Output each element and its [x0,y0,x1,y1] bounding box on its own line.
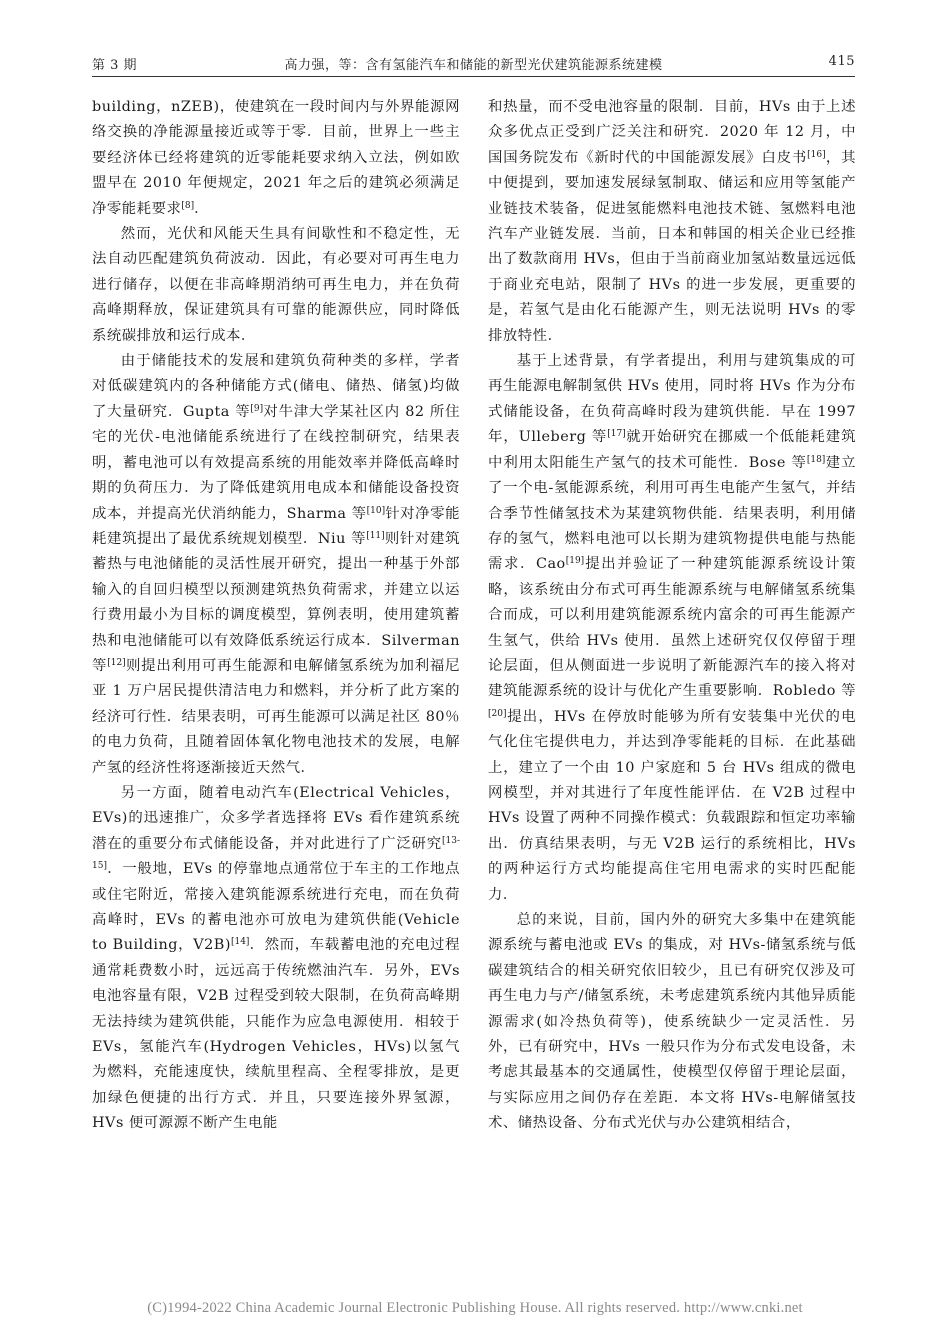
text-run: 提出并验证了一种建筑能源系统设计策略，该系统由分布式可再生能源系统与电解储氢系统集合而成，可以利用建筑能源系统内富余的可再生能源产生氢气，供给 HVs 使用．虽然上述研究仅仅停留于理论层面，但从侧面进一步说明了新能源汽车的接入将对建筑能源系统的设计与优化产生重要影响．Robledo 等 [488,556,856,700]
running-header [92,54,855,74]
citation-ref: [19] [565,556,585,567]
text-run: 和热量，而不受电池容量的限制．目前，HVs 由于上述众多优点正受到广泛关注和研究．2020 年 12 月，中国国务院发布《新时代的中国能源发展》白皮书 [488,99,856,166]
running-title: 高力强，等：含有氢能汽车和储能的新型光伏建筑能源系统建模 [284,58,663,73]
issue-number: 第 3 期 [92,58,138,73]
paragraph [92,222,460,349]
text-run: 基于上述背景，有学者提出，利用与建筑集成的可再生能源电解制氢供 HVs 使用，同时将 HVs 作为分布式储能设备，在负荷高峰时段为建筑供能．早在 1997 年，Ulleberg 等 [488,353,856,446]
page-number: 415 [828,54,855,69]
copyright-footer: (C)1994-2022 China Academic Journal Electronic Publishing House. All rights reserved. http://www.cnki.net [147,1300,803,1316]
citation-ref: [8] [181,200,195,211]
citation-ref: [17] [607,429,626,440]
paragraph [92,95,460,222]
paragraph [92,781,460,1137]
right-column [488,95,856,1137]
text-run: 建立了一个电-氢能源系统，利用可再生电能产生氢气，并结合季节性储氢技术为某建筑物供能．结果表明，利用储存的氢气，燃料电池可以长期为建筑物提供电能与热能需求．Cao [488,454,856,573]
text-run: 提出，HVs 在停放时能够为所有安装集中光伏的电气化住宅提供电力，并达到净零能耗的目标．在此基础上，建立了一个由 10 户家庭和 5 台 HVs 组成的微电网模型，并对其进行了年度性能评估．在 V2B 过程中 HVs 设置了两种不同操作模式：负载跟踪和恒定功率输出．仿真结果表明，与无 V2B 运行的系统相比，HVs 的两种运行方式均能提高住宅用电需求的实时匹配能力． [488,708,856,903]
paragraph [92,349,460,781]
text-run: 然而，光伏和风能天生具有间歇性和不稳定性，无法自动匹配建筑负荷波动．因此，有必要对可再生电力进行储存，以便在非高峰期消纳可再生电力，并在负荷高峰期释放，保证建筑具有可靠的能源供应，同时降低系统碳排放和运行成本． [92,226,460,344]
text-run: 针对净零能耗建筑提出了最优系统规划模型．Niu 等 [92,505,460,547]
citation-ref: [12] [107,657,126,668]
text-run: 则针对建筑蓄热与电池储能的灵活性展开研究，提出一种基于外部输入的自回归模型以预测建筑热负荷需求，并建立以运行费用最小为目标的调度模型，算例表明，使用建筑蓄热和电池储能可以有效降低系统运行成本．Silverman 等 [92,530,460,674]
text-run: building，nZEB)，使建筑在一段时间内与外界能源网络交换的净能源量接近或等于零．目前，世界上一些主要经济体已经将建筑的近零能耗要求纳入立法，例如欧盟早在 2010 年便规定，2021 年之后的建筑必须满足净零能耗要求 [92,99,460,217]
text-run: ． [194,200,210,217]
citation-ref: [10] [366,505,386,516]
citation-ref: [20] [488,708,507,719]
text-run: ．一般地，EVs 的停靠地点通常位于车主的工作地点或住宅附近，常接入建筑能源系统进行充电，而在负荷高峰时，EVs 的蓄电池亦可放电为建筑供能(Vehicle to Building，V2B) [92,861,460,954]
text-run: ，其中便提到，要加速发展绿氢制取、储运和应用等氢能产业链技术装备，促进氢能燃料电池技术链、氢燃料电池汽车产业链发展．当前，日本和韩国的相关企业已经推出了数款商用 HVs，但由于当前商业加氢站数量远远低于商业充电站，限制了 HVs 的进一步发展，更重要的是，若氢气是由化石能源产生，则无法说明 HVs 的零排放特性． [488,149,856,344]
text-run: 对牛津大学某社区内 82 所住宅的光伏-电池储能系统进行了在线控制研究，结果表明，蓄电池可以有效提高系统的用能效率并降低高峰时期的负荷压力．为了降低建筑用电成本和储能设备投资成本，并提高光伏消纳能力，Sharma 等 [92,403,460,522]
text-run: 另一方面，随着电动汽车(Electrical Vehicles，EVs)的迅速推广，众多学者选择将 EVs 看作建筑系统潜在的重要分布式储能设备，并对此进行了广泛研究 [92,784,460,852]
paragraph [488,349,856,908]
left-column [92,95,460,1137]
citation-ref: [18] [806,454,826,465]
text-run: 就开始研究在挪威一个低能耗建筑中利用太阳能生产氢气的技术可能性．Bose 等 [488,429,856,471]
citation-ref: [11] [366,530,385,541]
citation-ref: [16] [807,149,826,160]
text-run: 则提出利用可再生能源和电解储氢系统为加利福尼亚 1 万户居民提供清洁电力和燃料，并分析了此方案的经济可行性．结果表明，可再生能源可以满足社区 80％的电力负荷，且随着固体氧化物电池技术的发展，电解产氢的经济性将逐渐接近天然气． [92,657,460,776]
citation-ref: [9] [250,403,264,414]
paragraph [488,908,856,1137]
citation-ref: [13-15] [92,835,460,872]
text-run: 总的来说，目前，国内外的研究大多集中在建筑能源系统与蓄电池或 EVs 的集成，对 HVs-储氢系统与低碳建筑结合的相关研究依旧较少，且已有研究仅涉及可再生电力与产/储氢系统，未考虑建筑系统内其他异质能源需求(如冷热负荷等)，使系统缺少一定灵活性．另外，已有研究中，HVs 一般只作为分布式发电设备，未考虑其最基本的交通属性，使模型仅停留于理论层面，与实际应用之间仍存在差距．本文将 HVs-电解储氢技术、储热设备、分布式光伏与办公建筑相结合， [488,912,856,1132]
header-rule [92,76,855,77]
paragraph [488,95,856,349]
text-run: ．然而，车载蓄电池的充电过程通常耗费数小时，远远高于传统燃油汽车．另外，EVs 电池容量有限，V2B 过程受到较大限制，在负荷高峰期无法持续为建筑供能，只能作为应急电源使用．相较于 EVs，氢能汽车(Hydrogen Vehicles，HVs)以氢气为燃料，充能速度快，续航里程高、全程零排放，是更加绿色便捷的出行方式．并且，只要连接外界氢源，HVs 便可源源不断产生电能 [92,937,460,1132]
citation-ref: [14] [230,937,250,948]
text-run: 由于储能技术的发展和建筑负荷种类的多样，学者对低碳建筑内的各种储能方式(储电、储热、储氢)均做了大量研究．Gupta 等 [92,353,460,420]
